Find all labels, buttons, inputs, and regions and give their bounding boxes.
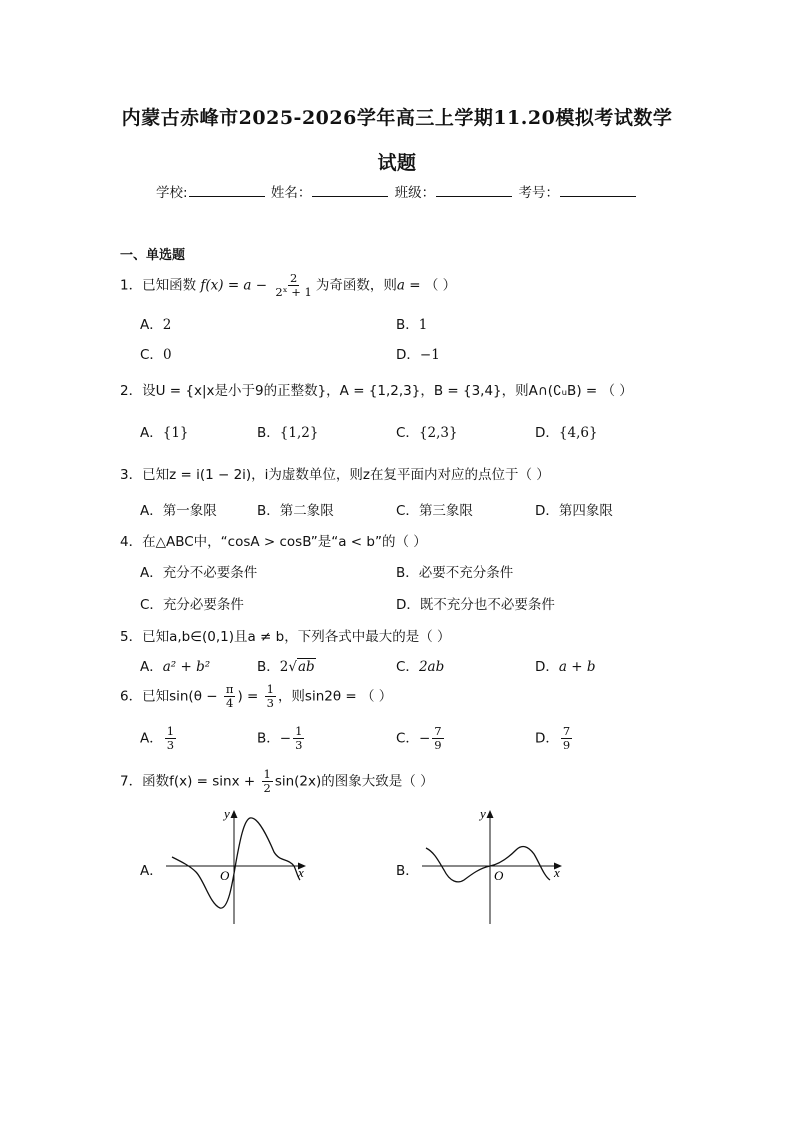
question-5 xyxy=(120,625,451,645)
curve-b xyxy=(426,847,550,882)
question-number: 4． xyxy=(120,534,143,550)
curve-a xyxy=(172,818,300,908)
option-letter: A． xyxy=(140,425,163,441)
option-letter: A． xyxy=(140,565,163,581)
option-b[interactable] xyxy=(396,561,513,581)
y-label: y xyxy=(224,806,230,821)
question-stem-post: 为奇函数，则 xyxy=(315,277,397,294)
question-stem-pre: 函数f(x) = sinx + xyxy=(142,773,256,790)
fraction-denominator: 9 xyxy=(434,738,442,752)
option-letter: D． xyxy=(535,503,559,519)
y-axis-arrow xyxy=(487,810,494,818)
page-title-line2: 试题 xyxy=(377,152,417,174)
name-label: 姓名： xyxy=(270,185,312,201)
option-letter: B． xyxy=(396,317,419,333)
option-a[interactable] xyxy=(140,859,163,879)
question-stem: 设U = {x|x是小于9的正整数}，A = {1,2,3}，B = {3,4}，则A∩(∁ᵤB) = （ ） xyxy=(142,383,633,399)
origin-label: O xyxy=(494,868,504,883)
option-a[interactable] xyxy=(140,313,171,333)
option-letter: B． xyxy=(257,503,280,519)
option-letter: D． xyxy=(535,425,559,441)
y-axis-arrow xyxy=(231,810,238,818)
question-stem-pre: 已知sin(θ − xyxy=(142,688,218,705)
option-a[interactable] xyxy=(140,725,178,752)
class-blank[interactable] xyxy=(436,183,512,197)
option-text: 充分不必要条件 xyxy=(162,565,258,581)
option-c[interactable] xyxy=(396,421,458,441)
fraction-denominator: 2ˣ + 1 xyxy=(275,285,312,299)
option-letter: A． xyxy=(140,730,163,747)
option-text: 第二象限 xyxy=(279,503,334,519)
fraction-denominator: 3 xyxy=(295,738,303,752)
fraction xyxy=(165,725,176,752)
fraction-numerator: 1 xyxy=(266,682,274,696)
x-label: x xyxy=(554,865,560,880)
option-sign: − xyxy=(418,730,431,747)
fraction-numerator: 1 xyxy=(263,767,271,781)
fraction xyxy=(262,768,273,795)
option-b[interactable] xyxy=(257,725,306,752)
option-text: {4,6} xyxy=(558,425,598,441)
question-number: 6． xyxy=(120,688,143,705)
origin-label: O xyxy=(220,868,230,883)
question-3 xyxy=(120,463,550,483)
option-c[interactable] xyxy=(396,725,446,752)
question-var: a xyxy=(396,277,405,294)
x-label: x xyxy=(298,865,304,880)
fraction-denominator: 2 xyxy=(263,781,271,795)
option-text: −1 xyxy=(419,347,440,363)
school-blank[interactable] xyxy=(189,183,265,197)
option-b[interactable] xyxy=(396,313,427,333)
y-label: y xyxy=(480,806,486,821)
option-c[interactable] xyxy=(396,655,444,675)
option-letter: A． xyxy=(140,317,163,333)
question-number: 2． xyxy=(120,383,143,399)
option-letter: D． xyxy=(535,659,559,675)
option-d[interactable] xyxy=(535,725,574,752)
option-letter: B． xyxy=(396,565,419,581)
fraction-numerator: 2 xyxy=(289,271,298,285)
question-stem-post: sin(2x)的图象大致是（ ） xyxy=(274,773,434,790)
name-blank[interactable] xyxy=(312,183,388,197)
option-text: {1} xyxy=(162,425,189,441)
question-number: 7． xyxy=(120,773,143,790)
option-letter: A． xyxy=(140,659,163,675)
option-letter: A． xyxy=(140,503,163,519)
question-2 xyxy=(120,379,633,399)
option-text: 第三象限 xyxy=(418,503,473,519)
option-sign: − xyxy=(279,730,292,747)
question-7 xyxy=(120,768,434,795)
fraction-numerator: π xyxy=(225,682,234,696)
fraction-denominator: 3 xyxy=(266,696,274,710)
page-title-line1: 内蒙古赤峰市2025-2026学年高三上学期11.20模拟考试数学 xyxy=(121,107,673,129)
option-d[interactable] xyxy=(396,343,440,363)
option-letter: C． xyxy=(140,347,163,363)
section-heading: 一、单选题 xyxy=(120,248,186,263)
question-4 xyxy=(120,530,427,550)
option-text: 2 xyxy=(279,659,289,675)
option-text: {2,3} xyxy=(418,425,458,441)
option-b[interactable] xyxy=(257,421,318,441)
option-text: 第一象限 xyxy=(162,503,217,519)
fraction xyxy=(273,272,313,299)
sqrt-sign: √ xyxy=(288,659,297,675)
option-text: 第四象限 xyxy=(558,503,613,519)
question-6 xyxy=(120,683,392,710)
question-expr: f(x) = a − xyxy=(200,277,268,294)
fraction xyxy=(293,725,304,752)
option-text: 2ab xyxy=(418,659,445,675)
option-b[interactable] xyxy=(257,499,334,519)
option-text: a + b xyxy=(558,659,596,675)
option-text: 1 xyxy=(418,317,428,333)
fraction-numerator: 1 xyxy=(295,724,303,738)
option-letter: B． xyxy=(257,730,280,747)
fraction-denominator: 4 xyxy=(225,696,234,710)
option-text: 充分必要条件 xyxy=(162,597,244,613)
fraction-denominator: 9 xyxy=(562,738,571,752)
graph-b[interactable] xyxy=(418,800,568,928)
option-text: 既不充分也不必要条件 xyxy=(419,597,555,613)
fraction-numerator: 1 xyxy=(166,724,175,738)
option-a[interactable] xyxy=(140,421,189,441)
question-number: 5． xyxy=(120,629,143,645)
option-text: a² + b² xyxy=(162,659,211,675)
option-text: 必要不充分条件 xyxy=(418,565,514,581)
fraction xyxy=(561,725,572,752)
question-number: 1． xyxy=(120,277,143,294)
exam-number-blank[interactable] xyxy=(560,183,636,197)
fraction xyxy=(265,683,276,710)
option-c[interactable] xyxy=(396,499,473,519)
question-stem-post: ，则sin2θ = （ ） xyxy=(277,688,393,705)
option-letter: C． xyxy=(396,730,419,747)
option-letter: B． xyxy=(396,863,419,879)
fraction-denominator: 3 xyxy=(166,738,175,752)
graph-a[interactable] xyxy=(162,800,312,928)
option-letter: D． xyxy=(396,347,420,363)
option-c[interactable] xyxy=(140,593,244,613)
option-letter: C． xyxy=(140,597,163,613)
option-text: 0 xyxy=(162,347,172,363)
question-stem-end: = （ ） xyxy=(404,277,457,294)
fraction-numerator: 7 xyxy=(562,724,571,738)
sqrt-radicand: ab xyxy=(297,659,315,675)
option-d[interactable] xyxy=(396,593,555,613)
fraction xyxy=(224,683,236,710)
option-letter: B． xyxy=(257,425,280,441)
option-c[interactable] xyxy=(140,343,172,363)
option-text: 2 xyxy=(162,317,172,333)
question-stem-mid: ) = xyxy=(237,688,259,705)
class-label: 班级： xyxy=(394,185,436,201)
option-letter: A． xyxy=(140,863,163,879)
option-d[interactable] xyxy=(535,655,596,675)
option-a[interactable] xyxy=(140,499,217,519)
option-text: {1,2} xyxy=(279,425,319,441)
option-letter: D． xyxy=(396,597,420,613)
option-b[interactable] xyxy=(396,859,419,879)
option-d[interactable] xyxy=(535,421,598,441)
question-stem: 已知z = i(1 − 2i)，i为虚数单位，则z在复平面内对应的点位于（ ） xyxy=(142,467,550,483)
option-d[interactable] xyxy=(535,499,613,519)
option-letter: B． xyxy=(257,659,280,675)
exam-number-label: 考号： xyxy=(518,185,559,201)
fraction xyxy=(432,725,443,752)
question-stem: 已知a,b∈(0,1)且a ≠ b，下列各式中最大的是（ ） xyxy=(142,629,451,645)
question-stem: 在△ABC中，“cosA > cosB”是“a < b”的（ ） xyxy=(142,534,427,550)
option-a[interactable] xyxy=(140,655,210,675)
option-letter: D． xyxy=(535,730,559,747)
option-a[interactable] xyxy=(140,561,257,581)
fraction-numerator: 7 xyxy=(434,724,442,738)
question-number: 3． xyxy=(120,467,143,483)
option-letter: C． xyxy=(396,659,419,675)
student-info-line xyxy=(0,181,794,201)
option-letter: C． xyxy=(396,425,419,441)
option-b[interactable] xyxy=(257,655,316,675)
option-letter: C． xyxy=(396,503,419,519)
school-label: 学校: xyxy=(156,185,188,201)
question-stem-pre: 已知函数 xyxy=(142,277,197,294)
question-1 xyxy=(120,272,456,299)
